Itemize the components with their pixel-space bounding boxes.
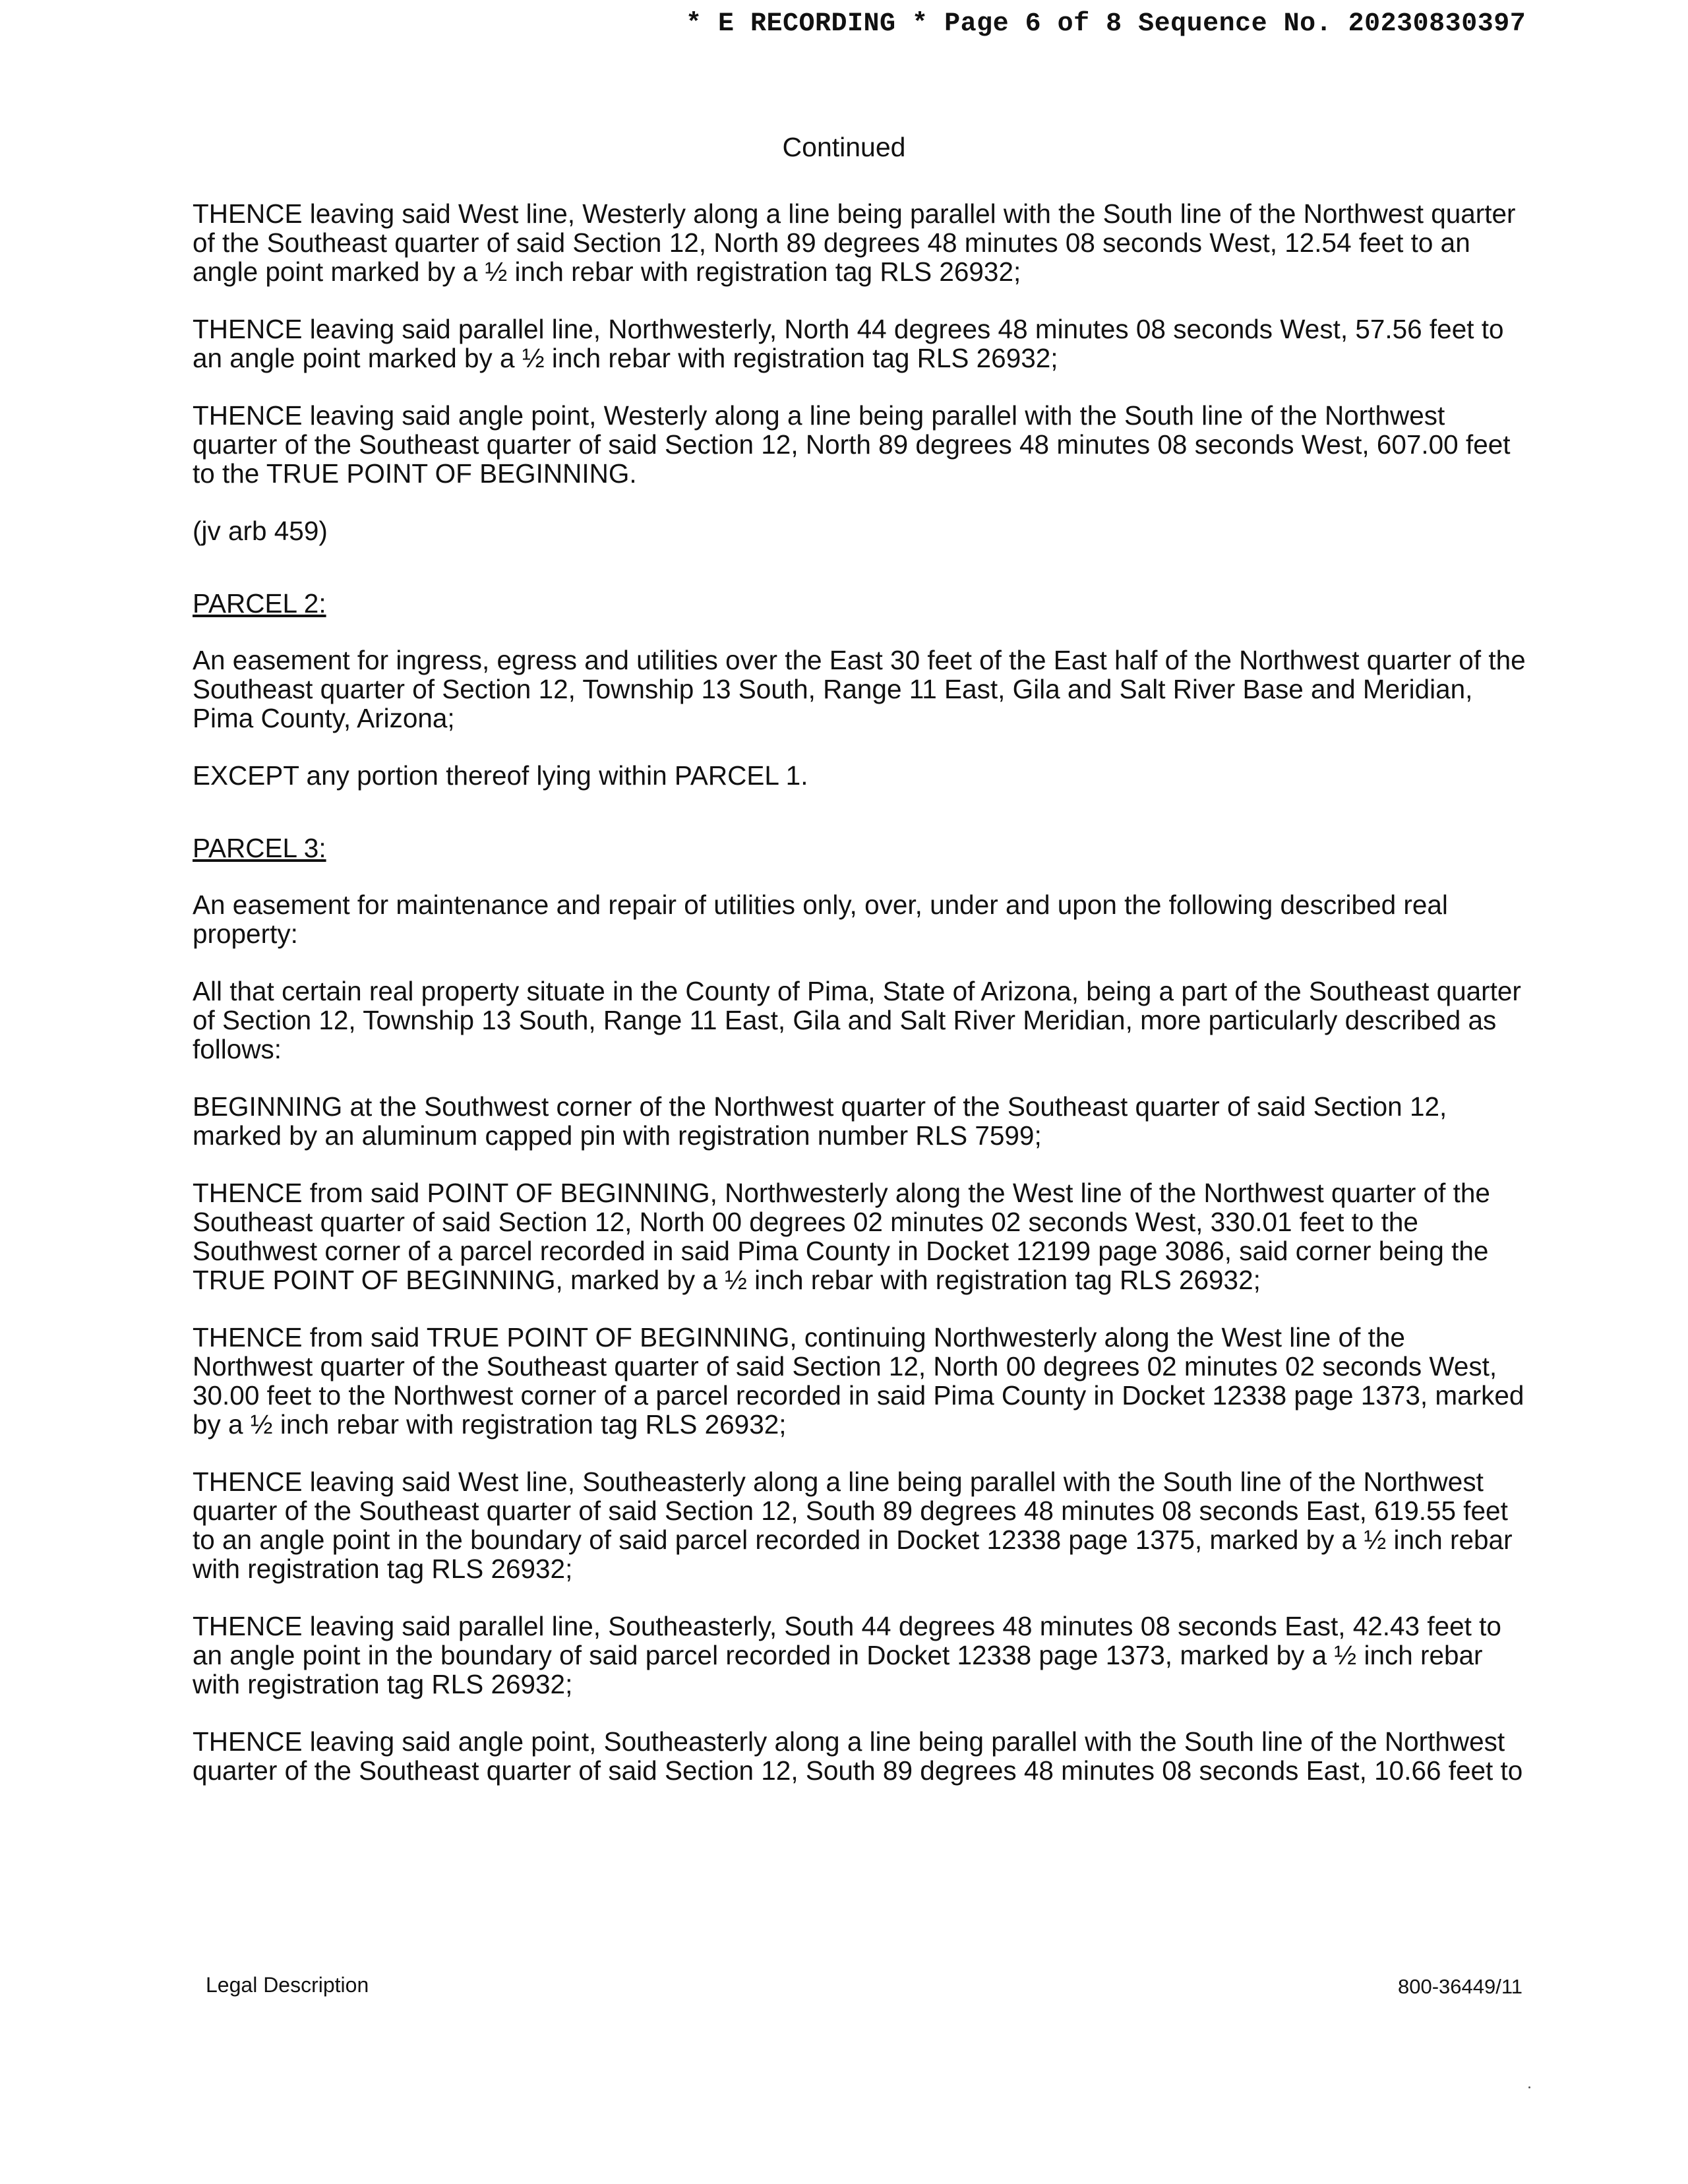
footer-file-number: 800-36449/11: [1398, 1975, 1523, 1998]
paragraph: All that certain real property situate in the County of Pima, State of Arizona, being a part of the Southeast quarter of Section 12, Township 13 South, Range 11 East, Gila and Salt River Meridian, more particularly described as follows:: [193, 976, 1521, 1064]
paragraph: THENCE leaving said West line, Westerly along a line being parallel with the South line of the Northwest quarter of the Southeast quarter of said Section 12, North 89 degrees 48 minutes 08 seconds West, 12.54 feet to an angle point marked by a ½ inch rebar with registration tag RLS 26932;: [193, 198, 1516, 287]
paragraph: An easement for maintenance and repair of utilities only, over, under and upon the following described real property:: [193, 890, 1448, 949]
paragraph: THENCE leaving said West line, Southeasterly along a line being parallel with the South line of the Northwest quarter of the Southeast quarter of said Section 12, South 89 degrees 48 minutes 08 seconds East, 619.55 feet to an angle point in the boundary of said parcel recorded in Docket 12338 page 1375, marked by a ½ inch rebar with registration tag RLS 26932;: [193, 1467, 1513, 1584]
parcel-3-heading: PARCEL 3:: [193, 833, 326, 863]
paragraph: THENCE leaving said parallel line, Southeasterly, South 44 degrees 48 minutes 08 seconds East, 42.43 feet to an angle point in the boundary of said parcel recorded in Docket 12338 page 1373, marked by a ½ inch rebar with registration tag RLS 26932;: [193, 1611, 1501, 1699]
continued-label: Continued: [782, 132, 906, 162]
paragraph-note: (jv arb 459): [193, 516, 328, 546]
parcel-2-heading: PARCEL 2:: [193, 588, 326, 619]
paragraph: THENCE leaving said angle point, Southeasterly along a line being parallel with the South line of the Northwest quarter of the Southeast quarter of said Section 12, South 89 degrees 48 minutes 08 seconds East, 10.66 feet to: [193, 1726, 1523, 1786]
paragraph: THENCE from said POINT OF BEGINNING, Northwesterly along the West line of the Northwest quarter of the Southeast quarter of said Section 12, North 00 degrees 02 minutes 02 seconds West, 330.01 feet to the Southwest corner of a parcel recorded in said Pima County in Docket 12199 page 3086, said corner being the TRUE POINT OF BEGINNING, marked by a ½ inch rebar with registration tag RLS 26932;: [193, 1178, 1490, 1295]
paragraph: THENCE from said TRUE POINT OF BEGINNING, continuing Northwesterly along the West line of the Northwest quarter of the Southeast quarter of said Section 12, North 00 degrees 02 minutes 02 seconds West, 30.00 feet to the Northwest corner of a parcel recorded in said Pima County in Docket 12338 page 1373, marked by a ½ inch rebar with registration tag RLS 26932;: [193, 1322, 1524, 1440]
footer-document-type: Legal Description: [206, 1973, 369, 1997]
scan-speck: [1528, 2086, 1530, 2088]
paragraph: An easement for ingress, egress and utilities over the East 30 feet of the East half of the Northwest quarter of the Southeast quarter of Section 12, Township 13 South, Range 11 East, Gila and Salt River Base and Meridian, Pima County, Arizona;: [193, 645, 1526, 733]
recording-header: * E RECORDING * Page 6 of 8 Sequence No. 20230830397: [686, 9, 1526, 39]
legal-description-body: [193, 199, 1531, 1813]
paragraph: THENCE leaving said parallel line, Northwesterly, North 44 degrees 48 minutes 08 seconds West, 57.56 feet to an angle point marked by a ½ inch rebar with registration tag RLS 26932;: [193, 314, 1504, 373]
paragraph: THENCE leaving said angle point, Westerly along a line being parallel with the South line of the Northwest quarter of the Southeast quarter of said Section 12, North 89 degrees 48 minutes 08 seconds West, 607.00 feet to the TRUE POINT OF BEGINNING.: [193, 400, 1511, 489]
paragraph: EXCEPT any portion thereof lying within PARCEL 1.: [193, 760, 808, 791]
paragraph: BEGINNING at the Southwest corner of the Northwest quarter of the Southeast quarter of said Section 12, marked by an aluminum capped pin with registration number RLS 7599;: [193, 1091, 1447, 1151]
